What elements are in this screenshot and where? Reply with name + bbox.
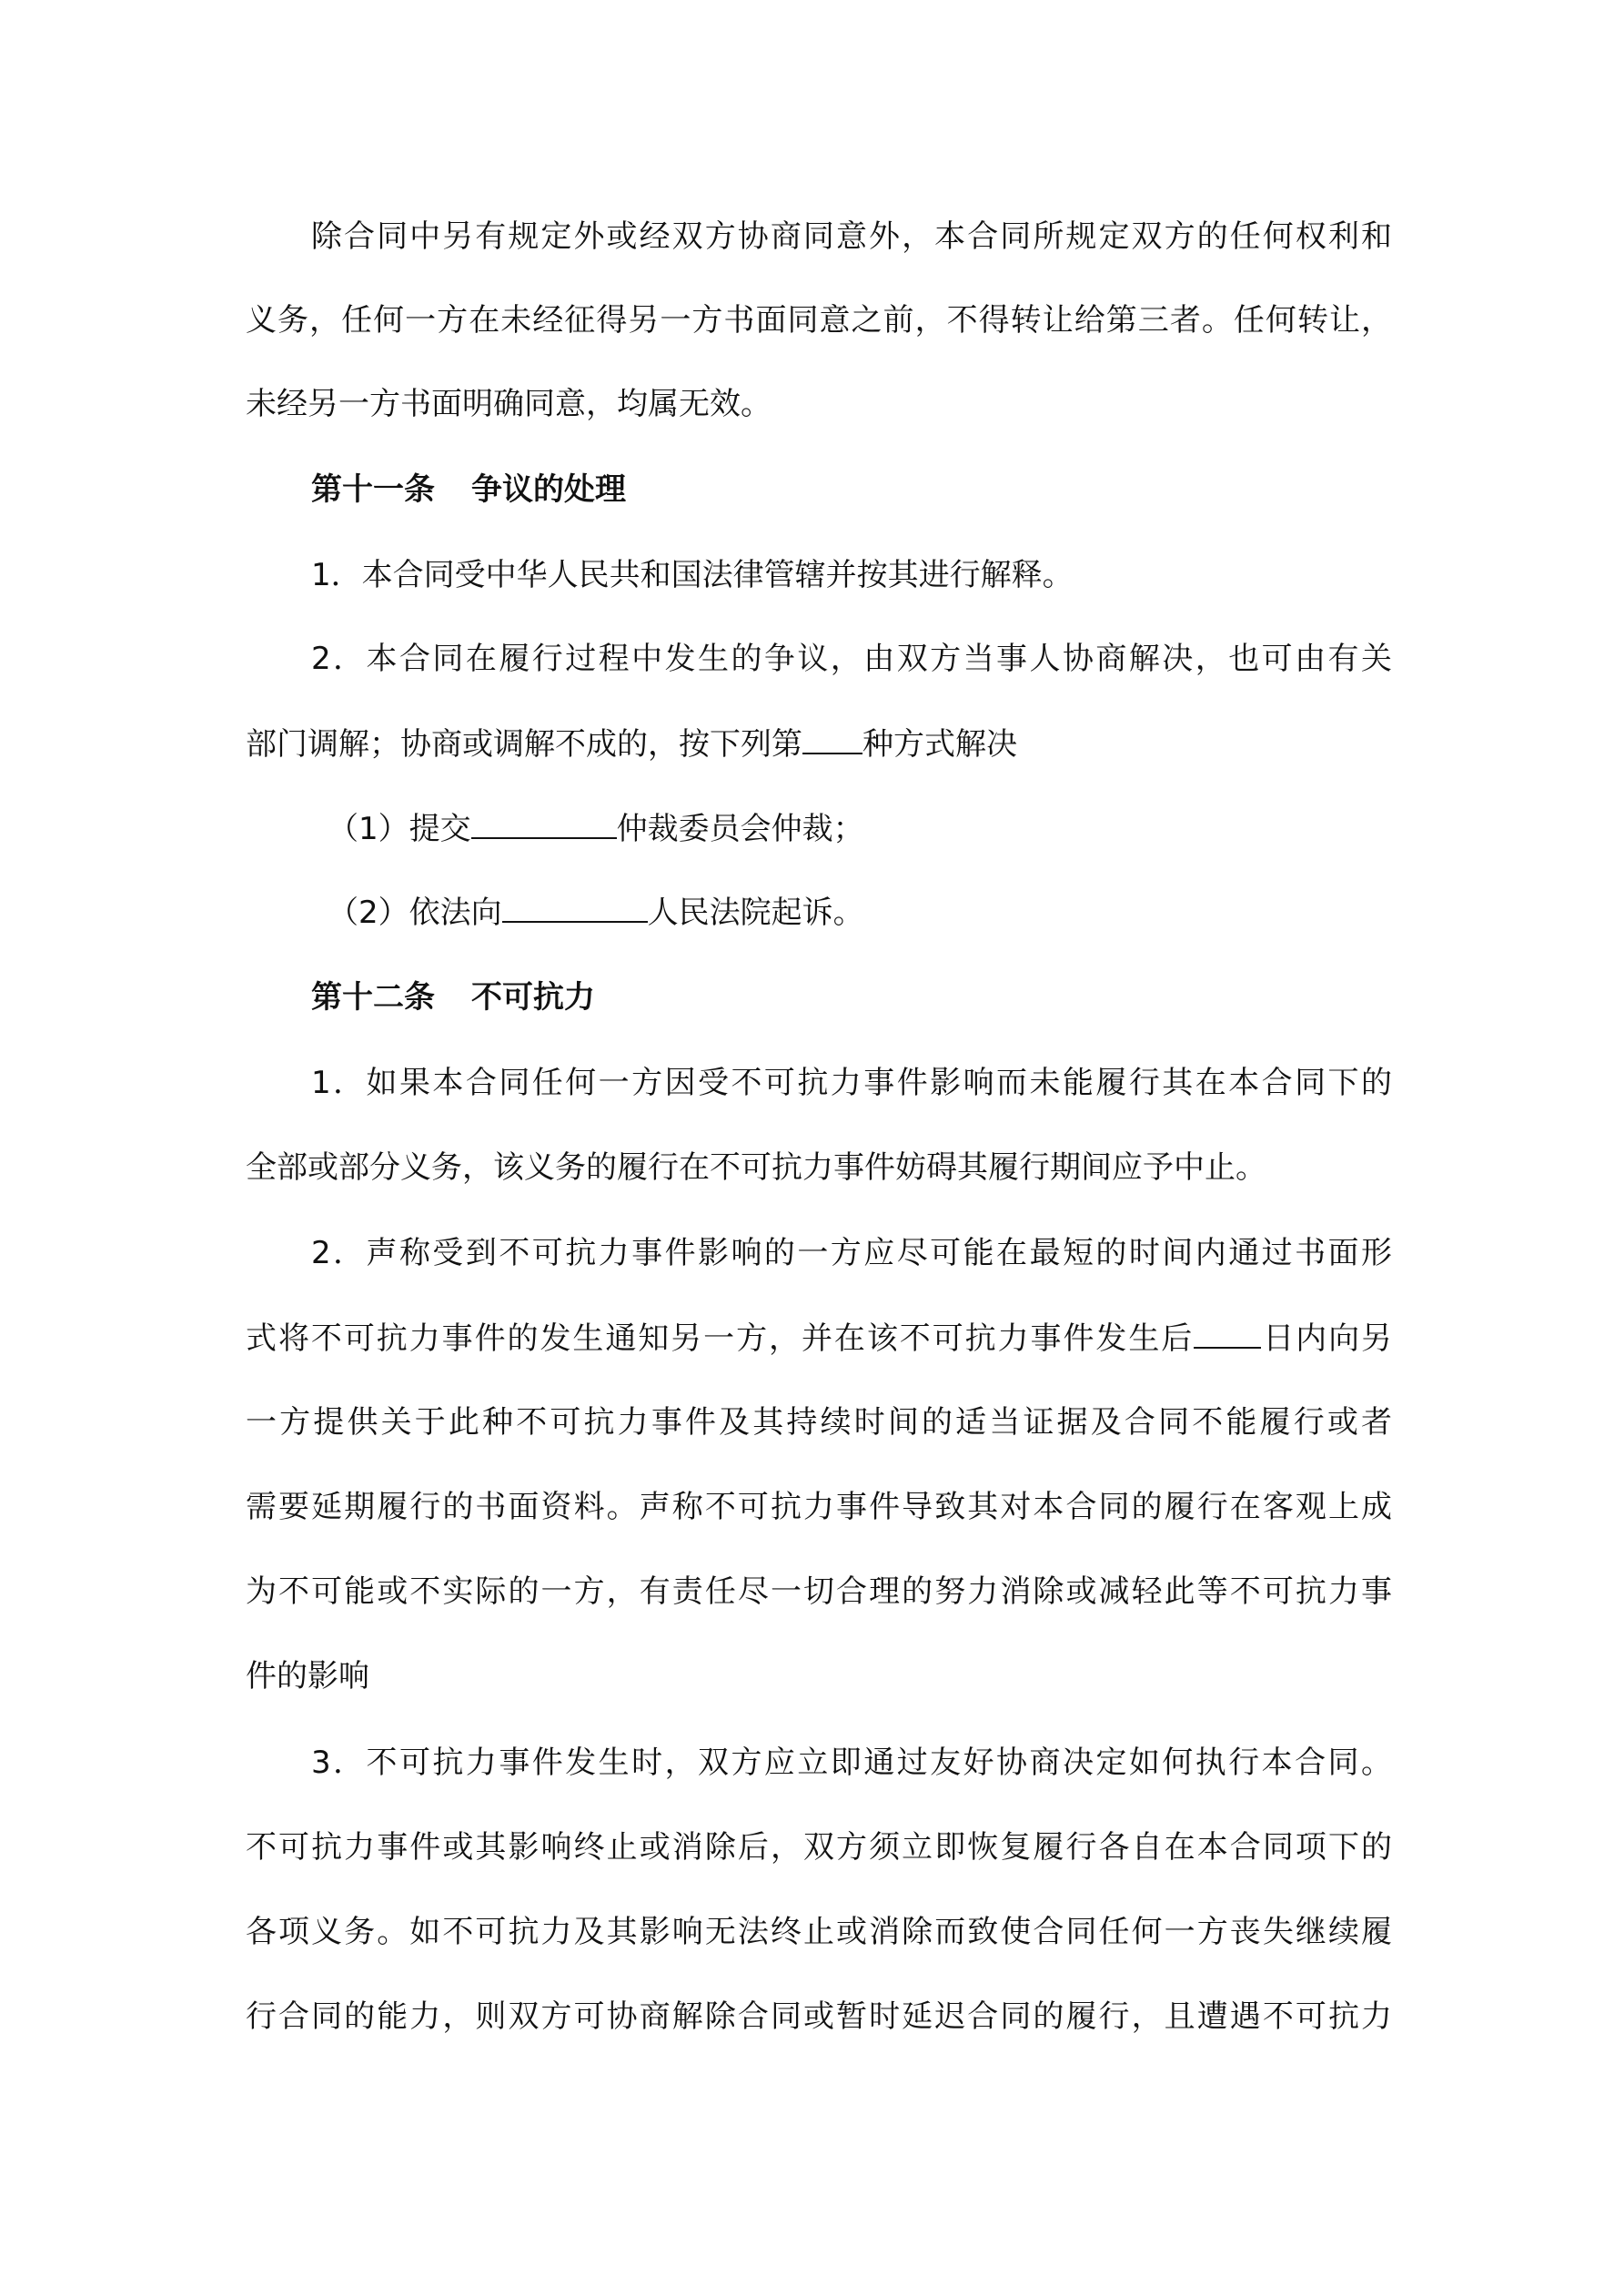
article-12-item-2-line: 需要延期履行的书面资料。声称不可抗力事件导致其对本合同的履行在客观上成: [246, 1489, 1392, 1525]
paragraph-line: 义务，任何一方在未经征得另一方书面同意之前，不得转让给第三者。任何转让，: [246, 302, 1392, 339]
article-12-item-3-line: 各项义务。如不可抗力及其影响无法终止或消除而致使合同任何一方丧失继续履: [246, 1914, 1392, 1950]
blank-method-number: [802, 725, 862, 754]
article-title: 不可抗力: [471, 979, 595, 1016]
article-number: 第十一条: [311, 471, 435, 508]
article-12-item-3-line: 行合同的能力，则双方可协商解除合同或暂时延迟合同的履行，且遭遇不可抗力: [246, 1998, 1392, 2035]
blank-arbitration-commission: [471, 810, 617, 839]
article-12-item-1-line: 1．如果本合同任何一方因受不可抗力事件影响而未能履行其在本合同下的: [311, 1065, 1392, 1101]
paragraph-line: 未经另一方书面明确同意，均属无效。: [246, 386, 772, 422]
blank-court: [502, 894, 648, 923]
article-11-heading: [311, 471, 626, 508]
article-number: 第十二条: [311, 979, 435, 1016]
article-12-heading: [311, 979, 595, 1016]
article-11-item-2-line: 部门调解；协商或调解不成的，按下列第 种方式解决: [246, 726, 1017, 763]
article-11-item-1: 1．本合同受中华人民共和国法律管辖并按其进行解释。: [311, 557, 1074, 593]
article-11-option-2: （2）依法向 人民法院起诉。: [328, 895, 864, 931]
article-12-item-3-line: 3．不可抗力事件发生时，双方应立即通过友好协商决定如何执行本合同。: [311, 1745, 1392, 1781]
article-12-item-2-line: 件的影响: [246, 1658, 369, 1694]
article-12-item-2-line: 为不可能或不实际的一方，有责任尽一切合理的努力消除或减轻此等不可抗力事: [246, 1573, 1392, 1610]
article-11-item-2-line: 2．本合同在履行过程中发生的争议，由双方当事人协商解决，也可由有关: [311, 641, 1392, 677]
paragraph-line: 除合同中另有规定外或经双方协商同意外，本合同所规定双方的任何权利和: [311, 218, 1392, 255]
article-12-item-2-line: 2．声称受到不可抗力事件影响的一方应尽可能在最短的时间内通过书面形: [311, 1235, 1392, 1271]
article-11-option-1: （1）提交 仲裁委员会仲裁；: [328, 811, 864, 847]
article-12-item-2-line: 一方提供关于此种不可抗力事件及其持续时间的适当证据及合同不能履行或者: [246, 1404, 1392, 1441]
article-12-item-1-line: 全部或部分义务，该义务的履行在不可抗力事件妨碍其履行期间应予中止。: [246, 1149, 1266, 1186]
article-12-item-3-line: 不可抗力事件或其影响终止或消除后，双方须立即恢复履行各自在本合同项下的: [246, 1829, 1392, 1866]
blank-days: [1194, 1320, 1261, 1349]
article-title: 争议的处理: [471, 471, 626, 508]
article-12-item-2-line: 式将不可抗力事件的发生通知另一方，并在该不可抗力事件发生后 日内向另: [246, 1320, 1393, 1357]
